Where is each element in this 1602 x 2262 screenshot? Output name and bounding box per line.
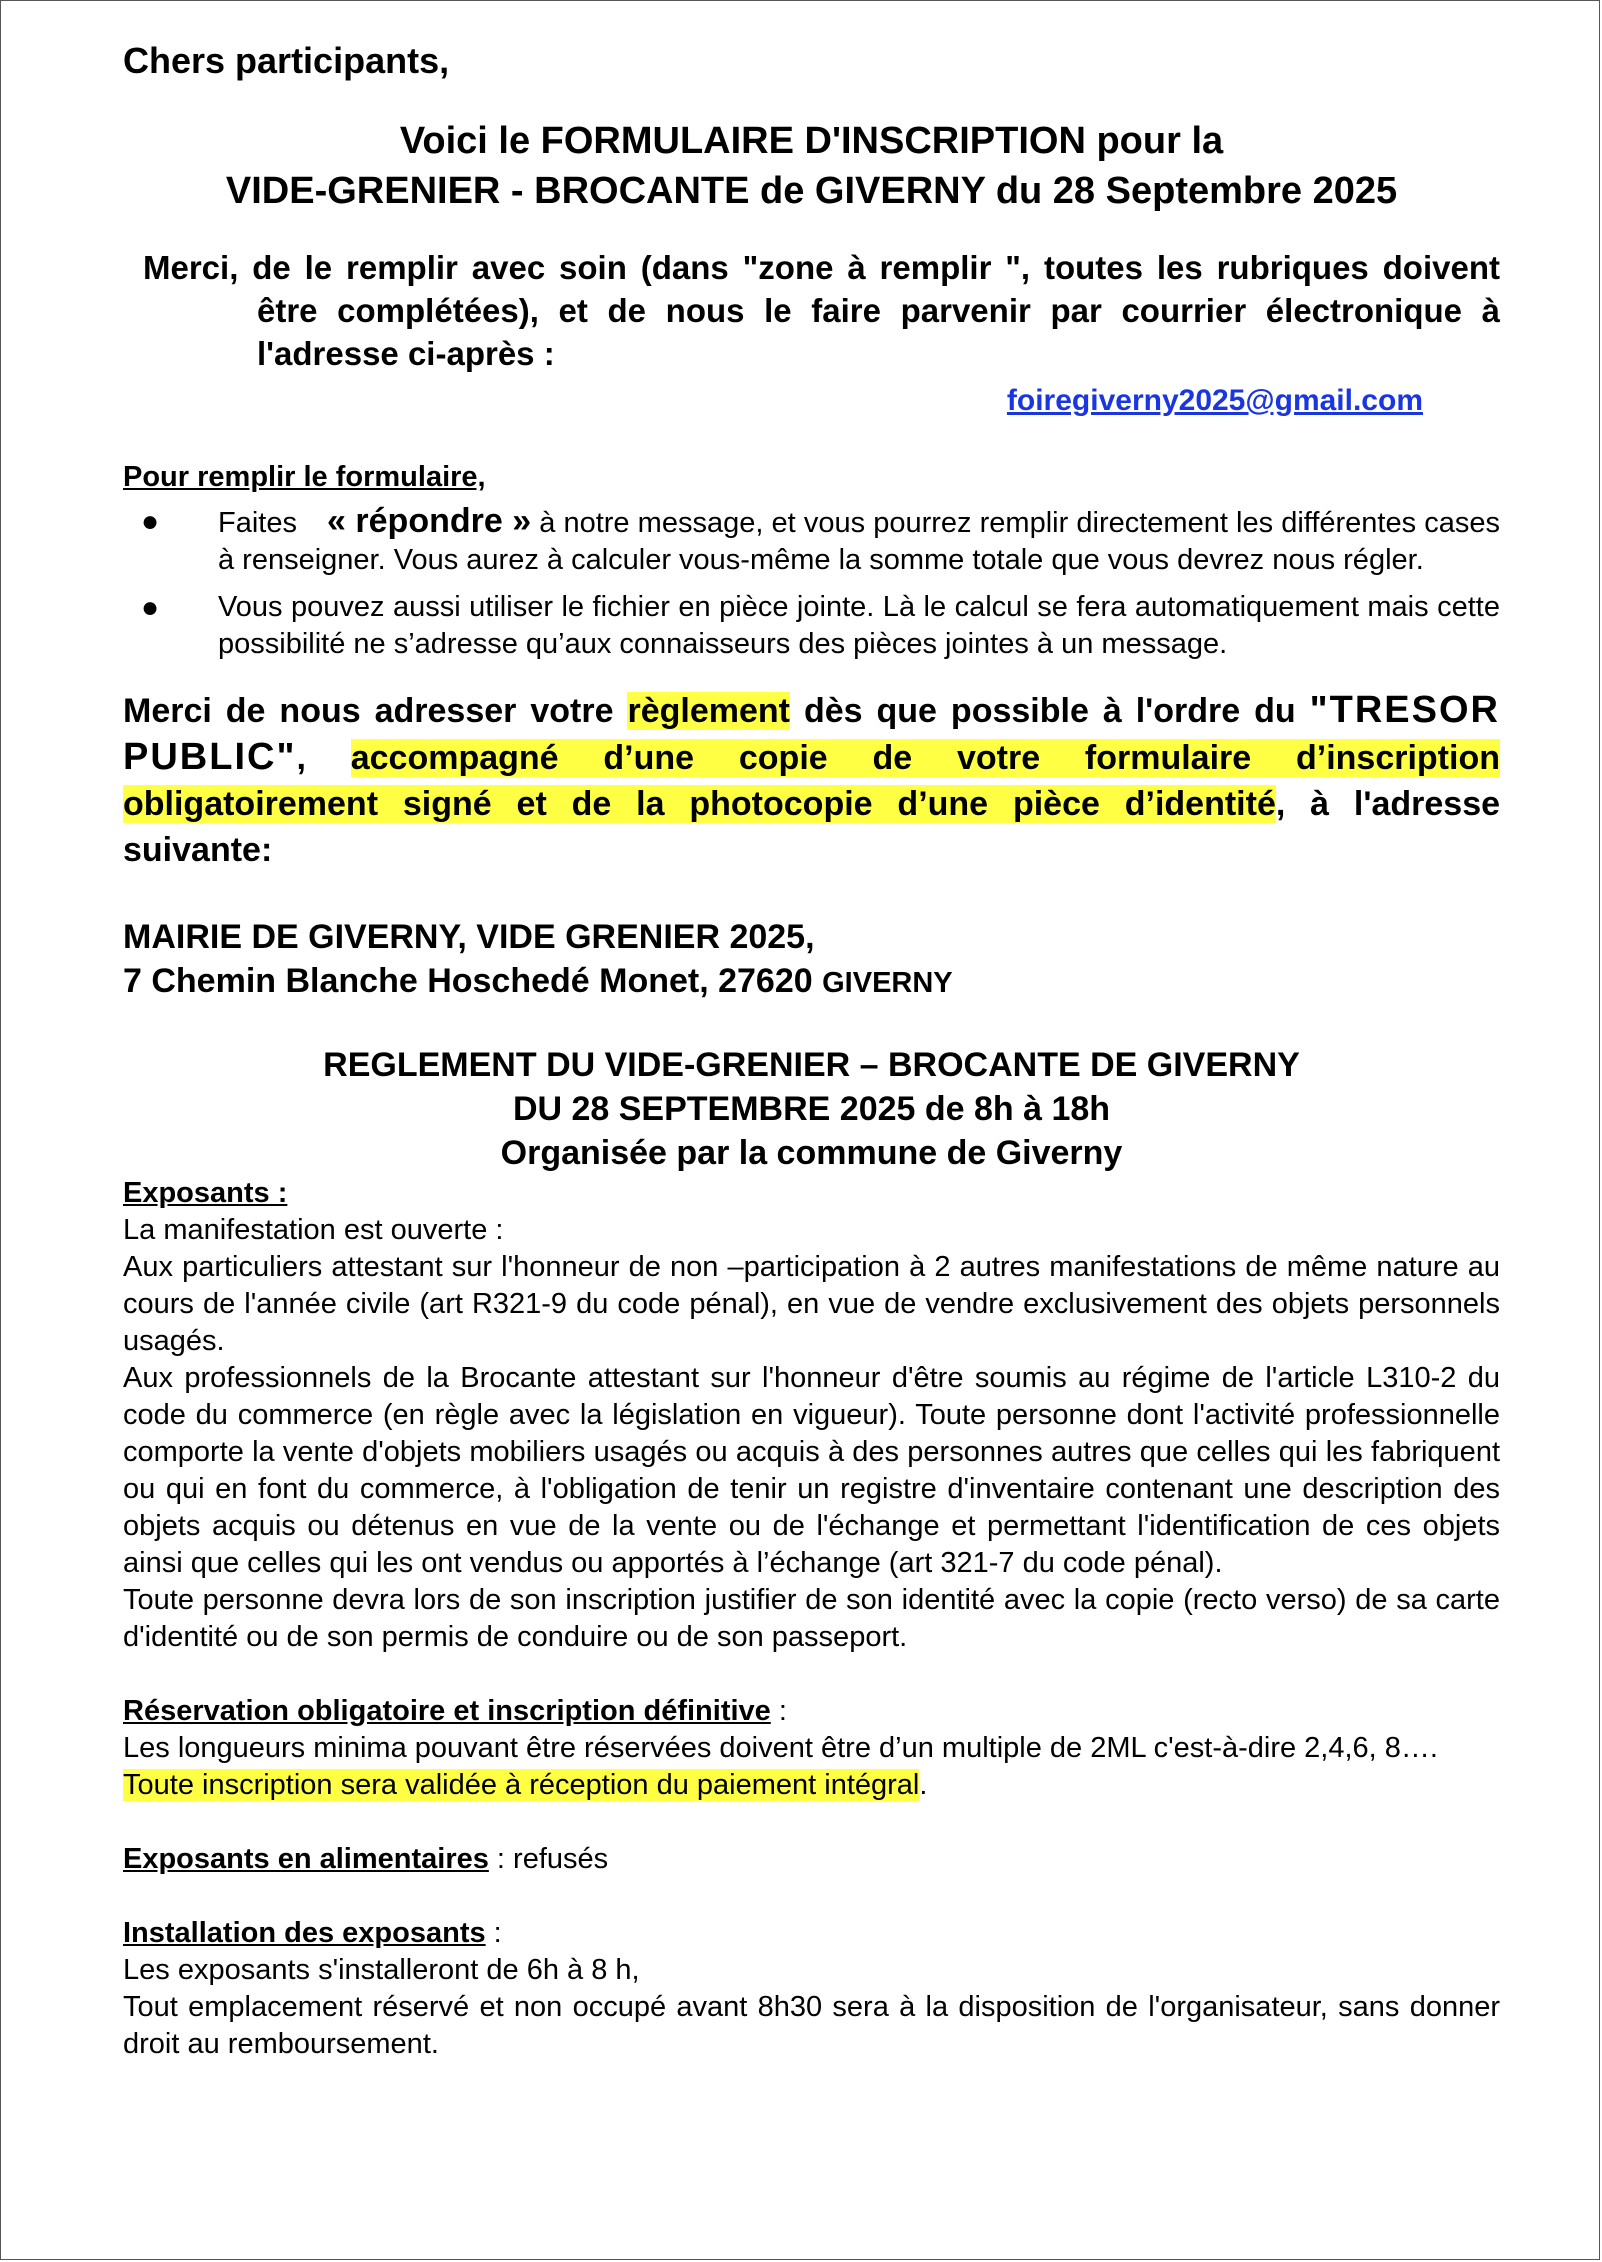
form-title-line2: VIDE-GRENIER - BROCANTE de GIVERNY du 28 Septembre 2025: [225, 170, 1398, 212]
item1-text: à notre message, et vous pourrez remplir directement les différentes cases à renseigner. Vous aurez à calculer vous-même la somme totale que vous devrez nous régler.: [218, 507, 1500, 576]
rules-title-line1: REGLEMENT DU VIDE-GRENIER – BROCANTE DE GIVERNY: [323, 1046, 1300, 1084]
reservation-head: Réservation obligatoire et inscription définitive: [123, 1695, 771, 1727]
fill-instructions-list: [123, 503, 1500, 663]
email-line: [123, 379, 1423, 423]
rules-title-line2: DU 28 SEPTEMBRE 2025 de 8h à 18h: [512, 1090, 1111, 1128]
list-item: [123, 503, 1500, 579]
bullet-icon: ●: [141, 591, 160, 624]
greeting: Chers participants,: [123, 40, 450, 81]
rules-title-line3: Organisée par la commune de Giverny: [500, 1134, 1123, 1172]
document-body: [123, 34, 1500, 2063]
alimentaires-line: [123, 1841, 1500, 1878]
exposants-p2: Aux particuliers attestant sur l'honneur de non –participation à 2 autres manifestations de même nature au cours de l'année civile (art R321-9 du code pénal), en vue de vendre exclusivement des objets personnels usagés.: [123, 1251, 1500, 1357]
bullet-icon: ●: [141, 505, 160, 538]
reservation-highlight: Toute inscription sera validée à réception du paiement intégral: [123, 1769, 920, 1801]
alimentaires-text: : refusés: [488, 1843, 609, 1875]
reservation-heading: [123, 1693, 1500, 1730]
email-link[interactable]: foiregiverny2025@gmail.com: [1006, 384, 1423, 417]
intro-paragraph: Merci, de le remplir avec soin (dans "zone à remplir ", toutes les rubriques doivent être complétées), et de nous le faire parvenir par courrier électronique à l'adresse ci-après :: [143, 249, 1500, 372]
reservation-dot: .: [919, 1769, 928, 1801]
payment-comma: ,: [296, 739, 306, 777]
exposants-heading: Exposants :: [123, 1177, 288, 1209]
spacer: [123, 1878, 1500, 1915]
installation-colon: :: [485, 1917, 502, 1949]
alimentaires-head: Exposants en alimentaires: [123, 1843, 489, 1875]
address-line1: MAIRIE DE GIVERNY, VIDE GRENIER 2025,: [123, 918, 815, 956]
installation-heading: [123, 1915, 1500, 1952]
repondre-word: « répondre »: [326, 502, 532, 540]
tresor-public: "TRESOR PUBLIC": [123, 689, 1500, 778]
payment-text-1: Merci de nous adresser votre: [123, 692, 614, 730]
reservation-p2: [123, 1767, 1500, 1804]
rules-title: [123, 1043, 1500, 1175]
mailing-address: [123, 915, 1500, 1005]
form-title-line1: Voici le FORMULAIRE D'INSCRIPTION pour la: [399, 120, 1224, 162]
address-line2: 7 Chemin Blanche Hoschedé Monet, 27620: [123, 962, 813, 1000]
payment-paragraph: [123, 687, 1500, 873]
list-item: [123, 589, 1500, 663]
address-city: GIVERNY: [822, 967, 953, 999]
payment-highlight: accompagné d’une copie de votre formulaire d’inscription obligatoirement signé et de la photocopie d’une pièce d’identité: [123, 739, 1500, 823]
installation-p1: Les exposants s'installeront de 6h à 8 h,: [123, 1954, 640, 1986]
fill-instructions-title: Pour remplir le formulaire,: [123, 461, 486, 493]
item1-prefix: Faites: [218, 507, 297, 539]
exposants-p3: Aux professionnels de la Brocante attestant sur l'honneur d'être soumis au régime de l'article L310-2 du code du commerce (en règle avec la législation en vigueur). Toute personne dont l'activité professionnelle comporte la vente d'objets mobiliers usagés ou acquis à des personnes autres que celles qui les fabriquent ou qui en font du commerce, à l'obligation de tenir un registre d'inventaire contenant une description des objets acquis ou détenus en vue de la vente ou de l'échange et permettant l'identification de ces objets ainsi que celles qui les ont vendus ou apportés à l’échange (art 321-7 du code pénal).: [123, 1362, 1500, 1579]
item2-text: Vous pouvez aussi utiliser le fichier en pièce jointe. Là le calcul se fera automatiquement mais cette possibilité ne s’adresse qu’aux connaisseurs des pièces jointes à un message.: [218, 591, 1500, 660]
payment-text-2: dès que possible à l'ordre du: [803, 692, 1296, 730]
installation-p2: Tout emplacement réservé et non occupé avant 8h30 sera à la disposition de l'organisateur, sans donner droit au remboursement.: [123, 1991, 1500, 2060]
exposants-p1: La manifestation est ouverte :: [123, 1214, 504, 1246]
form-title: [123, 116, 1500, 216]
payment-text-3: , à l'adresse suivante:: [123, 785, 1501, 869]
spacer: [123, 1804, 1500, 1841]
reglement-highlight: règlement: [627, 692, 790, 730]
reservation-colon: :: [770, 1695, 787, 1727]
spacer: [123, 1656, 1500, 1693]
reservation-p1: Les longueurs minima pouvant être réservées doivent être d’un multiple de 2ML c'est-à-dire 2,4,6, 8….: [123, 1732, 1438, 1764]
exposants-p4: Toute personne devra lors de son inscription justifier de son identité avec la copie (recto verso) de sa carte d'identité ou de son permis de conduire ou de son passeport.: [123, 1584, 1500, 1653]
installation-head: Installation des exposants: [123, 1917, 486, 1949]
